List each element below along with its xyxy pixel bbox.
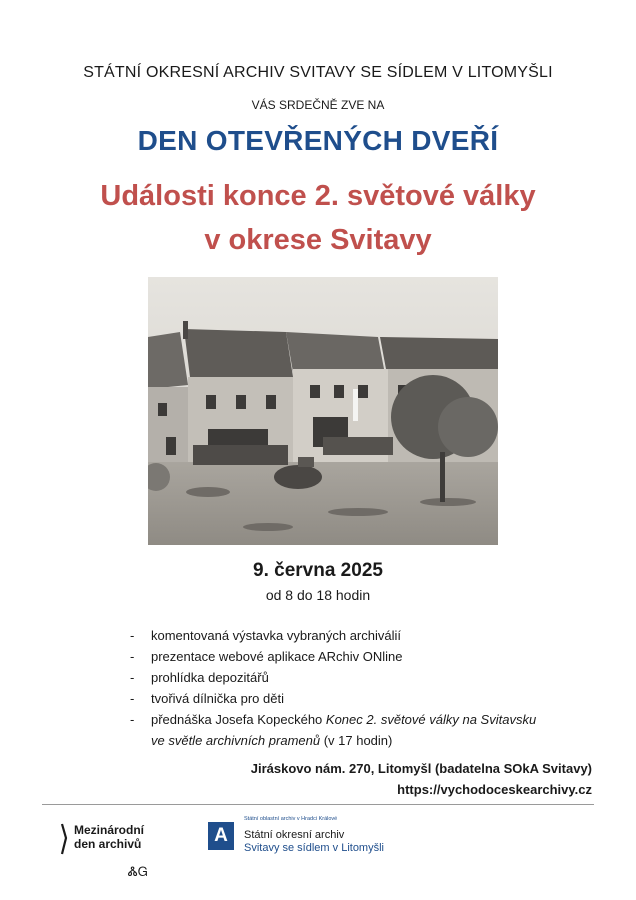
- list-item-lecture: [130, 709, 600, 751]
- topic-line-2: v okrese Svitavy: [204, 224, 432, 256]
- event-hours: od 8 do 18 hodin: [265, 587, 371, 603]
- organization-name: STÁTNÍ OKRESNÍ ARCHIV SVITAVY SE SÍDLEM V LITOMYŠLI: [83, 64, 553, 81]
- soka-name: Státní okresní archiv: [244, 829, 345, 841]
- ica-symbol-icon: ᏜᏀ: [128, 864, 148, 879]
- program-item: komentovaná výstavka vybraných archiválií: [151, 628, 402, 643]
- bullet: -: [130, 712, 135, 727]
- list-item: [130, 667, 600, 688]
- list-item: [130, 646, 600, 667]
- website-link[interactable]: https://vychodoceskearchivy.cz: [397, 782, 592, 797]
- lecture-title-line2: ve světle archivních pramenů: [151, 733, 321, 748]
- soka-logo-icon: A: [208, 822, 234, 850]
- lecture-title-line1: Konec 2. světové války na Svitavsku: [325, 712, 537, 727]
- invitation-text: VÁS SRDEČNĚ ZVE NA: [251, 98, 385, 112]
- event-date: 9. června 2025: [253, 560, 383, 581]
- list-item: [130, 625, 600, 646]
- event-name: DEN OTEVŘENÝCH DVEŘÍ: [137, 125, 499, 156]
- mad-logo-text: [74, 823, 144, 851]
- program-item: prohlídka depozitářů: [151, 670, 269, 685]
- bullet: -: [130, 628, 135, 643]
- bullet: -: [130, 649, 135, 664]
- bullet: -: [130, 670, 135, 685]
- divider: [42, 804, 594, 805]
- lecture-time: (v 17 hodin): [320, 733, 393, 748]
- lecture-prefix: přednáška Josefa Kopeckého: [151, 712, 326, 727]
- program-list: [130, 625, 600, 751]
- bullet: -: [130, 691, 135, 706]
- mad-logo-icon: [60, 822, 74, 856]
- soka-subtitle: Svitavy se sídlem v Litomyšli: [244, 842, 384, 854]
- mad-logo-line2: den archivů: [74, 837, 142, 851]
- soka-parent-name: Státní oblastní archiv v Hradci Králové: [244, 816, 338, 822]
- venue-address: Jiráskovo nám. 270, Litomyšl (badatelna SOkA Svitavy): [250, 761, 592, 776]
- historical-photo: [148, 277, 498, 545]
- program-item: prezentace webové aplikace ARchiv ONline: [151, 649, 403, 664]
- mad-logo-line1: Mezinárodní: [74, 823, 145, 837]
- program-item: tvořivá dílnička pro děti: [151, 691, 284, 706]
- list-item: [130, 688, 600, 709]
- topic-line-1: Události konce 2. světové války: [100, 180, 536, 212]
